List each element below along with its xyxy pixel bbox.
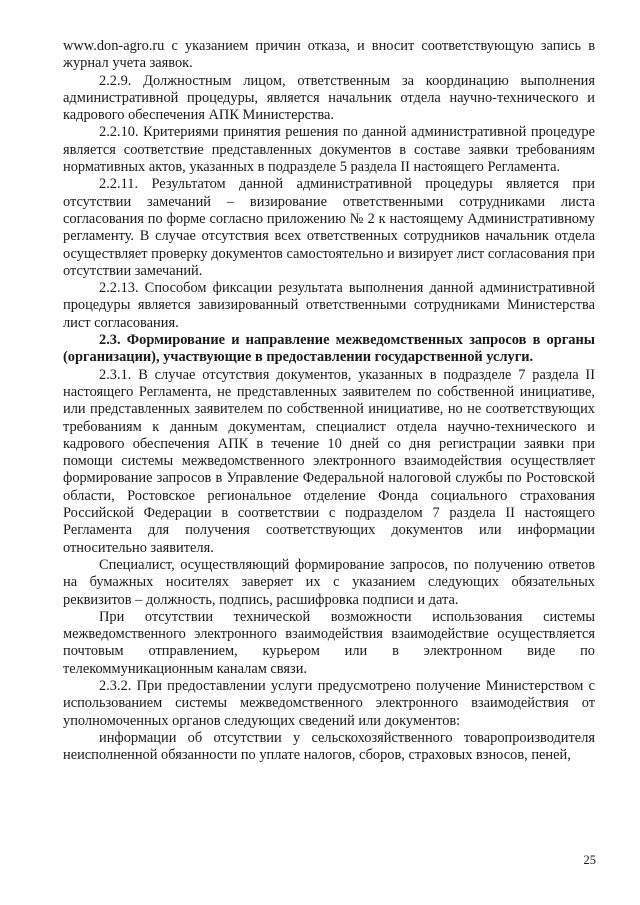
paragraph-2-3-1: 2.3.1. В случае отсутствия документов, указанных в подразделе 7 раздела II настоящего Регламента, не представленных заявителем по собственной инициативе, или представленных заявителем по собственной инициативе, но не соответствующих требованиям к данным документам, специалист отдела научно-технического и кадрового обеспечения АПК в течение 10 дней со дня регистрации заявки при помощи системы межведомственного электронного взаимодействия осуществляет формирование запросов в Управление Федеральной налоговой службы по Ростовской области, Ростовское региональное отделение Фонда социального страхования Российской Федерации в соответствии с подразделом 7 раздела II настоящего Регламента для получения соответствующих документов или информации относительно заявителя. — [63, 366, 595, 556]
section-heading-2-3: 2.3. Формирование и направление межведомственных запросов в органы (организации), участвующие в предоставлении государственной услуги. — [63, 332, 595, 366]
paragraph-2-2-10: 2.2.10. Критериями принятия решения по данной административной процедуре является соответствие представленных документов в составе заявки требованиям нормативных актов, указанных в подразделе 5 раздела II настоящего Регламента. — [63, 124, 595, 176]
paragraph-specialist: Специалист, осуществляющий формирование запросов, по получению ответов на бумажных носителях заверяет их с указанием следующих обязательных реквизитов – должность, подпись, расшифровка подписи и дата. — [63, 556, 595, 608]
paragraph-2-2-9: 2.2.9. Должностным лицом, ответственным за координацию выполнения административной процедуры, является начальник отдела научно-технического и кадрового обеспечения АПК Министерства. — [63, 72, 595, 124]
page-number: 25 — [583, 853, 596, 867]
paragraph-2-3-2: 2.3.2. При предоставлении услуги предусмотрено получение Министерством с использованием системы межведомственного электронного взаимодействия от уполномоченных органов следующих сведений или документов: — [63, 677, 595, 729]
paragraph-continuation: www.don-agro.ru с указанием причин отказа, и вносит соответствующую запись в журнал учета заявок. — [63, 38, 595, 72]
paragraph-2-2-11: 2.2.11. Результатом данной административной процедуры является при отсутствии замечаний – визирование ответственными сотрудниками листа согласования по форме согласно приложению № 2 к настоящему Административному регламенту. В случае отсутствия всех ответственных сотрудников начальник отдела осуществляет проверку документов самостоятельно и визирует лист согласования при отсутствии замечаний. — [63, 176, 595, 279]
paragraph-2-2-13: 2.2.13. Способом фиксации результата выполнения данной административной процедуры является завизированный ответственными сотрудниками Министерства лист согласования. — [63, 280, 595, 331]
paragraph-no-technical-possibility: При отсутствии технической возможности использования системы межведомственного электронного взаимодействия взаимодействие осуществляется почтовым отправлением, курьером или в электронном виде по телекоммуникационным каналам связи. — [63, 608, 595, 677]
document-body — [63, 38, 595, 764]
paragraph-information: информации об отсутствии у сельскохозяйственного товаропроизводителя неисполненной обязанности по уплате налогов, сборов, страховых взносов, пеней, — [63, 729, 595, 764]
